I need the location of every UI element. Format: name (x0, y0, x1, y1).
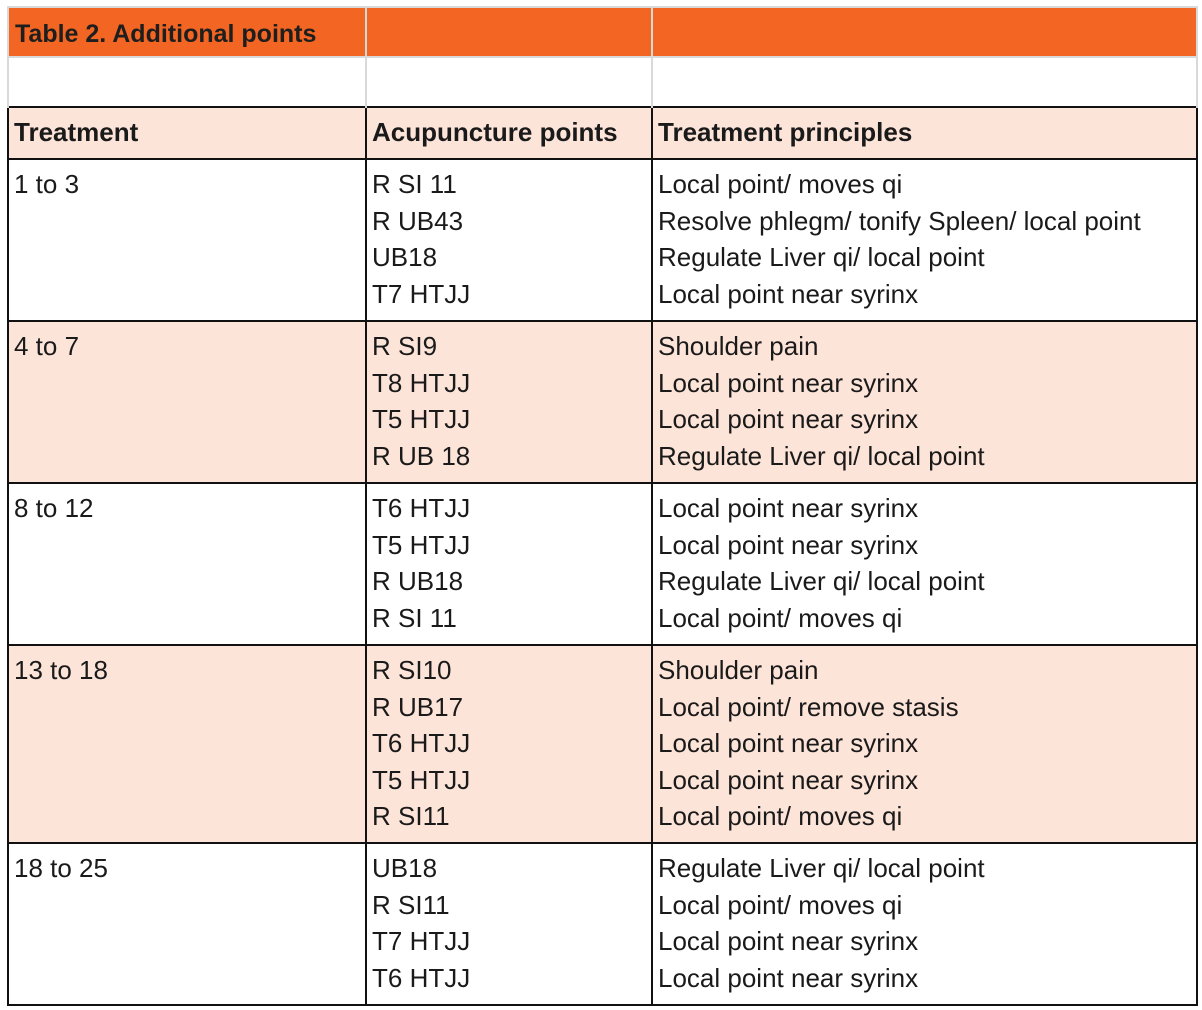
principle-item: Local point near syrinx (658, 764, 919, 795)
principle-item: Local point near syrinx (658, 404, 919, 434)
principle-item: Local point near syrinx (658, 926, 919, 956)
principle-item: Local point/ moves qi (658, 889, 903, 920)
point-item: T6 HTJJ (372, 728, 471, 758)
additional-points-table (7, 6, 1198, 1006)
header-acupuncture-points: Acupuncture points (366, 107, 652, 159)
table-row (8, 645, 1197, 843)
point-item: T5 HTJJ (372, 529, 471, 560)
points-cell (366, 321, 652, 483)
points-cell (366, 159, 652, 321)
points-cell (366, 645, 652, 843)
table-row (8, 843, 1197, 1005)
treatment-range: 1 to 3 (14, 169, 80, 199)
point-item: T5 HTJJ (372, 404, 471, 434)
treatment-range: 8 to 12 (14, 493, 94, 523)
treatment-cell (8, 645, 366, 843)
principle-item: Local point/ moves qi (658, 801, 903, 831)
header-treatment-principles: Treatment principles (652, 107, 1197, 159)
principle-item: Local point/ remove stasis (658, 691, 959, 722)
principle-item: Shoulder pain (658, 655, 819, 685)
principles-cell (652, 645, 1197, 843)
title-cell-empty (366, 7, 652, 57)
point-item: R SI9 (372, 331, 438, 361)
point-item: R UB18 (372, 566, 464, 596)
point-item: T5 HTJJ (372, 764, 471, 795)
principles-cell (652, 159, 1197, 321)
treatment-cell (8, 321, 366, 483)
principle-item: Resolve phlegm/ tonify Spleen/ local point (658, 205, 1141, 236)
principle-item: Local point near syrinx (658, 962, 919, 993)
principle-item: Local point near syrinx (658, 529, 919, 560)
points-cell (366, 483, 652, 645)
treatment-cell (8, 483, 366, 645)
empty-cell (652, 57, 1197, 107)
principle-item: Regulate Liver qi/ local point (658, 440, 985, 471)
principle-item: Local point/ moves qi (658, 602, 903, 633)
principle-item: Local point near syrinx (658, 367, 919, 398)
table-row (8, 321, 1197, 483)
point-item: T7 HTJJ (372, 278, 471, 309)
header-row (8, 107, 1197, 159)
point-item: T6 HTJJ (372, 962, 471, 993)
point-item: UB18 (372, 853, 438, 883)
principle-item: Regulate Liver qi/ local point (658, 566, 985, 596)
point-item: UB18 (372, 242, 438, 272)
point-item: R SI11 (372, 801, 450, 831)
point-item: R SI 11 (372, 169, 457, 199)
principle-item: Local point near syrinx (658, 493, 919, 523)
point-item: R SI10 (372, 655, 452, 685)
principles-cell (652, 483, 1197, 645)
point-item: R SI 11 (372, 602, 457, 633)
point-item: R UB 18 (372, 440, 471, 471)
spacer-row (8, 57, 1197, 107)
treatment-range: 13 to 18 (14, 655, 108, 685)
points-cell (366, 843, 652, 1005)
principle-item: Regulate Liver qi/ local point (658, 242, 985, 272)
title-row (8, 7, 1197, 57)
treatment-cell (8, 843, 366, 1005)
point-item: R UB43 (372, 205, 464, 236)
treatment-range: 18 to 25 (14, 853, 108, 883)
treatment-cell (8, 159, 366, 321)
point-item: T6 HTJJ (372, 493, 471, 523)
empty-cell (366, 57, 652, 107)
table-row (8, 159, 1197, 321)
table-row (8, 483, 1197, 645)
principle-item: Regulate Liver qi/ local point (658, 853, 985, 883)
title-cell-empty (652, 7, 1197, 57)
treatment-range: 4 to 7 (14, 331, 80, 361)
principle-item: Local point near syrinx (658, 728, 919, 758)
header-treatment: Treatment (8, 107, 366, 159)
point-item: T8 HTJJ (372, 367, 471, 398)
principle-item: Local point near syrinx (658, 278, 919, 309)
table-title: Table 2. Additional points (8, 7, 366, 57)
principle-item: Shoulder pain (658, 331, 819, 361)
principles-cell (652, 843, 1197, 1005)
point-item: R SI11 (372, 889, 450, 920)
principles-cell (652, 321, 1197, 483)
point-item: T7 HTJJ (372, 926, 471, 956)
point-item: R UB17 (372, 691, 464, 722)
empty-cell (8, 57, 366, 107)
principle-item: Local point/ moves qi (658, 169, 903, 199)
